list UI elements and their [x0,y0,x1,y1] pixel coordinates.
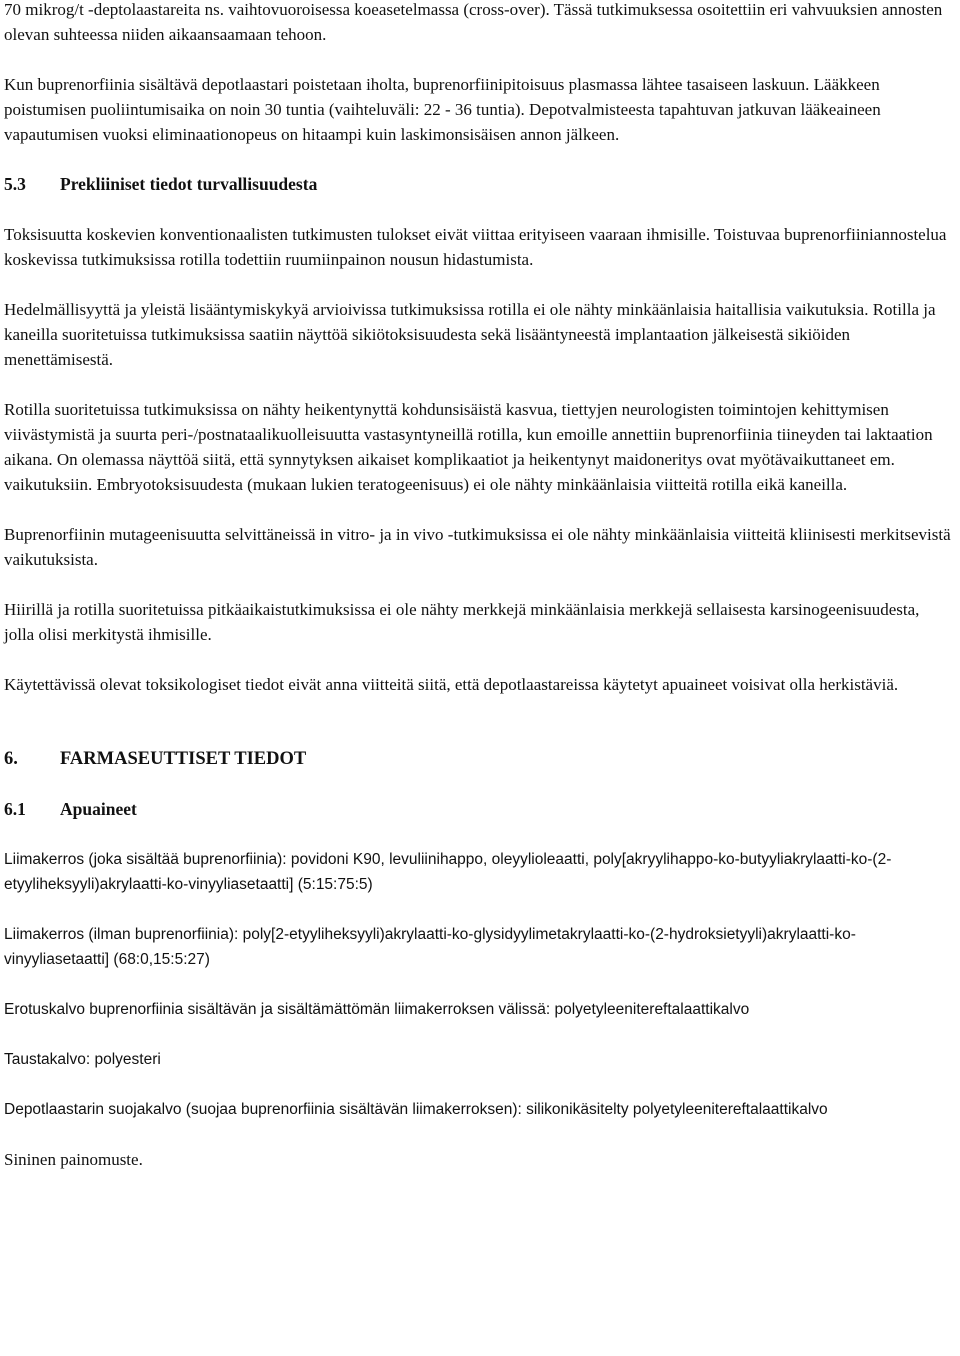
paragraph-backing-film: Taustakalvo: polyesteri [4,1051,161,1068]
section-heading-6-1 [4,797,952,822]
document-page [4,0,952,1172]
section-heading-6 [4,747,952,772]
paragraph-pk-intro: 70 mikrog/t -deptolaastareita ns. vaihtovuoroisessa koeasetelmassa (cross-over). Tässä tutkimuksessa osoitettiin eri vahvuuksien annosten olevan suhteessa niiden aikaansaamaan tehoon. [4,0,943,44]
paragraph-sensitization: Käytettävissä olevat toksikologiset tiedot eivät anna viitteitä siitä, että depotlaastareissa käytetyt apuaineet voisivat olla herkistäviä. [4,675,899,694]
section-title: Apuaineet [60,799,137,819]
paragraph-rat-studies: Rotilla suoritetuissa tutkimuksissa on nähty heikentynyttä kohdunsisäistä kasvua, tiettyjen neurologisten toimintojen kehittymisen viivästymistä ja suurta peri-/postnataalikuolleisuutta vastasyntyneillä rotilla, kun emoille annettiin buprenorfiinia tiineyden tai laktaation aikana. On olemassa näyttöä siitä, että synnytyksen aikaiset komplikaatiot ja heikentynyt maidoneritys ovat myötävaikuttaneet em. vaikutuksiin. Embryotoksisuudesta (mukaan lukien teratogeenisuus) ei ole nähty minkäänlaisia viitteitä rotilla eikä kaneilla. [4,400,933,494]
paragraph-release-liner: Depotlaastarin suojakalvo (suojaa buprenorfiinia sisältävän liimakerroksen): silikonikäsitelty polyetyleenitereftalaattikalvo [4,1101,828,1118]
section-number: 6. [4,749,18,769]
paragraph-pk-elimination: Kun buprenorfiinia sisältävä depotlaastari poistetaan iholta, buprenorfiinipitoisuus plasmassa lähtee tasaiseen laskuun. Lääkkeen poistumisen puoliintumisaika on noin 30 tuntia (vaihteluväli: 22 - 36 tuntia). Depotvalmisteesta tapahtuvan jatkuvan lääkeaineen vapautumisen vuoksi eliminaationopeus on hitaampi kuin laskimonsisäisen annon jälkeen. [4,75,881,144]
paragraph-printing-ink: Sininen painomuste. [4,1150,143,1169]
paragraph-mutagenicity: Buprenorfiinin mutageenisuutta selvittäneissä in vitro- ja in vivo -tutkimuksissa ei ole nähty minkäänlaisia viitteitä kliinisesti merkitsevistä vaikutuksista. [4,525,951,569]
section-title: FARMASEUTTISET TIEDOT [60,749,307,769]
paragraph-fertility: Hedelmällisyyttä ja yleistä lisääntymiskykyä arvioivissa tutkimuksissa rotilla ei ole nähty minkäänlaisia haitallisia vaikutuksia. Rotilla ja kaneilla suoritetuissa tutkimuksissa saatiin näyttöä sikiötoksisuudesta sekä lisääntyneestä implantaation jälkeisestä sikiöiden menettämisestä. [4,300,936,369]
paragraph-separating-film: Erotuskalvo buprenorfiinia sisältävän ja sisältämättömän liimakerroksen välissä: polyetyleenitereftalaattikalvo [4,1001,750,1018]
paragraph-toxicity: Toksisuutta koskevien konventionaalisten tutkimusten tulokset eivät viittaa erityiseen vaaraan ihmisille. Toistuvaa buprenorfiiniannostelua koskevissa tutkimuksissa rotilla todettiin ruumiinpainon nousun hidastumista. [4,225,947,269]
section-number: 6.1 [4,799,26,819]
paragraph-adhesive-without-drug: Liimakerros (ilman buprenorfiinia): poly[2-etyyliheksyyli)akrylaatti-ko-glysidyylimetakrylaatti-ko-(2-hydroksietyyli)akrylaatti-ko-vinyyliasetaatti] (68:0,15:5:27) [4,926,856,968]
paragraph-adhesive-with-drug: Liimakerros (joka sisältää buprenorfiinia): povidoni K90, levuliinihappo, oleyylioleaatti, poly[akryylihappo-ko-butyyliakrylaatti-ko-(2-etyyliheksyyli)akrylaatti-ko-vinyyliasetaatti] (5:15:75:5) [4,851,892,893]
section-title: Prekliiniset tiedot turvallisuudesta [60,174,318,194]
paragraph-carcinogenicity: Hiirillä ja rotilla suoritetuissa pitkäaikaistutkimuksissa ei ole nähty merkkejä minkäänlaisia merkkejä sellaisesta karsinogeenisuudesta, jolla olisi merkitystä ihmisille. [4,600,920,644]
section-number: 5.3 [4,174,26,194]
section-heading-5-3 [4,172,952,197]
